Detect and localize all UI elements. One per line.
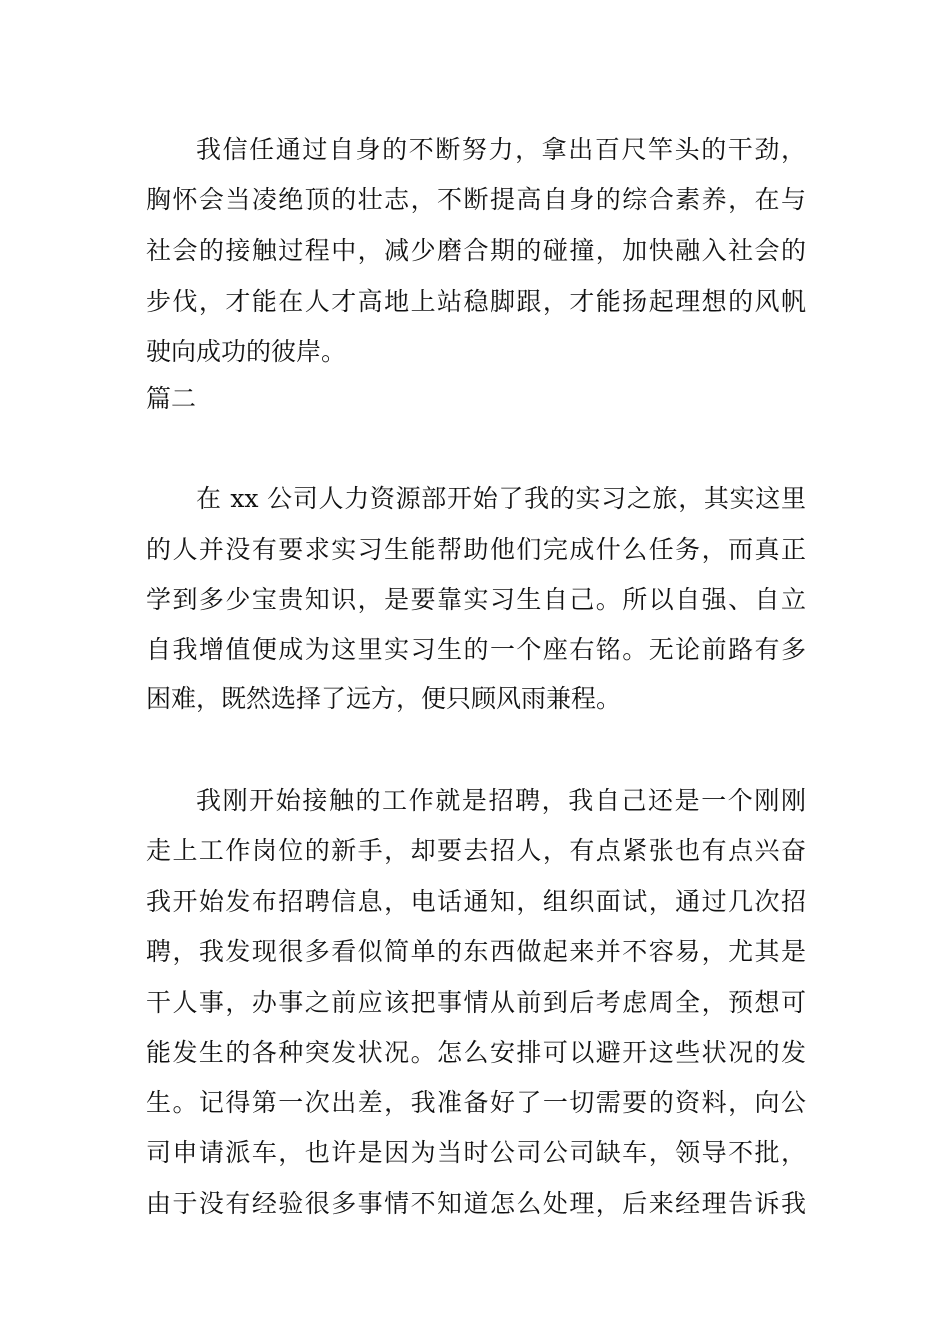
paragraph-3-line-4: 聘，我发现很多看似简单的东西做起来并不容易，尤其是 xyxy=(146,937,806,966)
section-heading: 篇二 xyxy=(146,384,197,413)
paragraph-2-line-5: 困难，既然选择了远方，便只顾风雨兼程。 xyxy=(146,684,622,713)
paragraph-3-line-6: 能发生的各种突发状况。怎么安排可以避开这些状况的发 xyxy=(146,1038,806,1067)
paragraph-2-line-1: 在 xx 公司人力资源部开始了我的实习之旅，其实这里 xyxy=(196,484,806,513)
paragraph-3-line-2: 走上工作岗位的新手，却要去招人，有点紧张也有点兴奋 xyxy=(146,836,806,865)
paragraph-3-line-3: 我开始发布招聘信息，电话通知，组织面试，通过几次招 xyxy=(146,887,806,916)
paragraph-2-line-3: 学到多少宝贵知识，是要靠实习生自己。所以自强、自立 xyxy=(146,585,806,614)
paragraph-2-line-2: 的人并没有要求实习生能帮助他们完成什么任务，而真正 xyxy=(146,535,806,564)
paragraph-1-line-3: 社会的接触过程中，减少磨合期的碰撞，加快融入社会的 xyxy=(146,236,806,265)
paragraph-3-line-5: 干人事，办事之前应该把事情从前到后考虑周全，预想可 xyxy=(146,988,806,1017)
paragraph-3-line-9: 由于没有经验很多事情不知道怎么处理，后来经理告诉我 xyxy=(146,1189,806,1218)
paragraph-3-line-8: 司申请派车，也许是因为当时公司公司缺车，领导不批， xyxy=(146,1138,806,1167)
paragraph-1-line-1: 我信任通过自身的不断努力，拿出百尺竿头的干劲， xyxy=(196,135,806,164)
paragraph-1-line-5: 驶向成功的彼岸。 xyxy=(146,337,347,366)
paragraph-1-line-4: 步伐，才能在人才高地上站稳脚跟，才能扬起理想的风帆 xyxy=(146,287,806,316)
paragraph-3-line-7: 生。记得第一次出差，我准备好了一切需要的资料，向公 xyxy=(146,1088,806,1117)
paragraph-1-line-2: 胸怀会当凌绝顶的壮志，不断提高自身的综合素养，在与 xyxy=(146,185,806,214)
paragraph-3-line-1: 我刚开始接触的工作就是招聘，我自己还是一个刚刚 xyxy=(196,786,806,815)
paragraph-2-line-4: 自我增值便成为这里实习生的一个座右铭。无论前路有多 xyxy=(146,635,806,664)
